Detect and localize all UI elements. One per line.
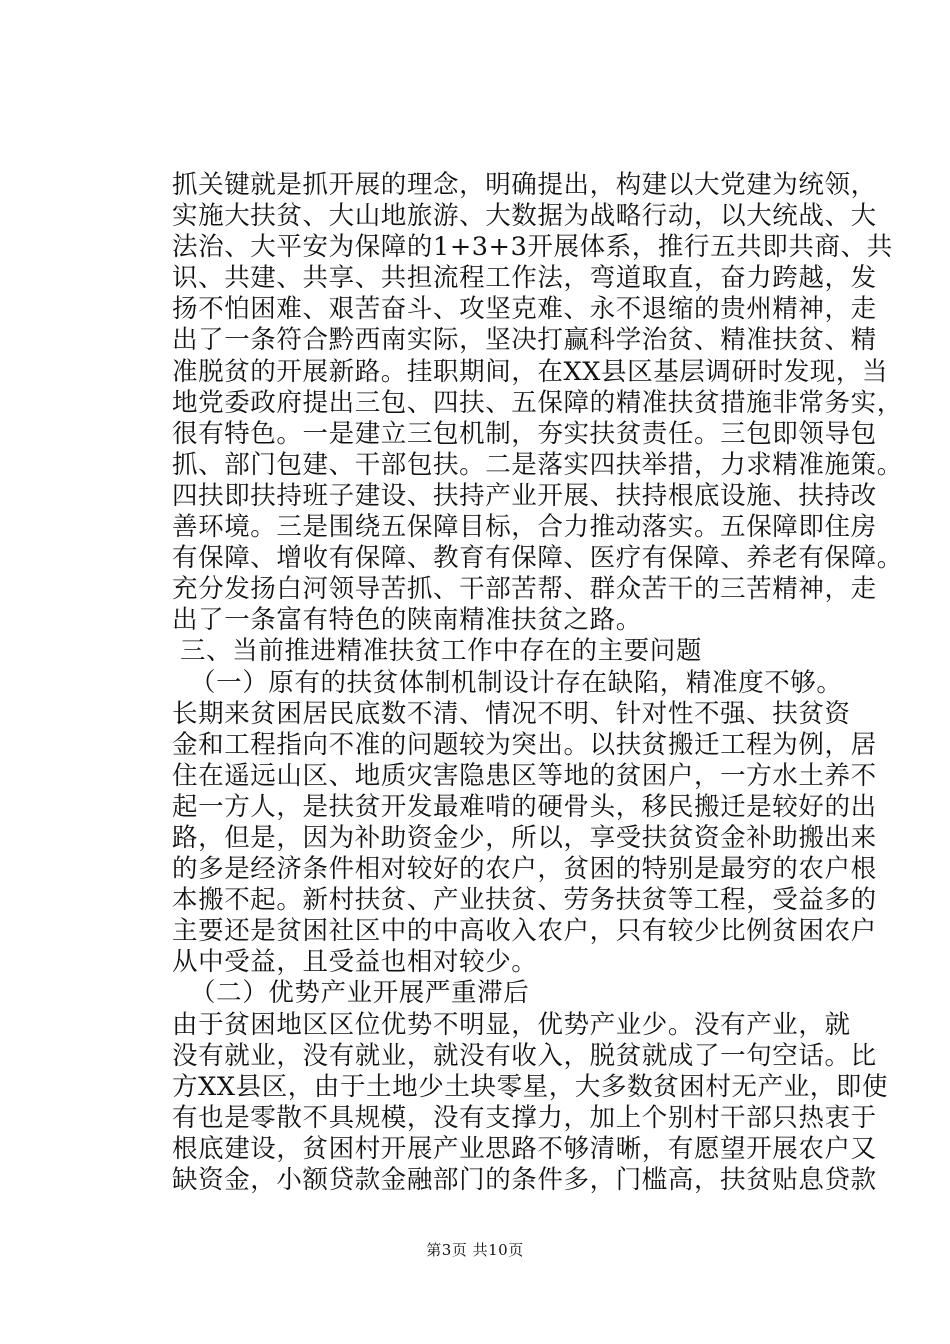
- paragraph-line: 地党委政府提出三包、四扶、五保障的精准扶贫措施非常务实，: [172, 387, 903, 418]
- paragraph-line: 扬不怕困难、艰苦奋斗、攻坚克难、永不退缩的贵州精神，走: [172, 294, 877, 325]
- paragraph-line: 缺资金，小额贷款金融部门的条件多，门槛高，扶贫贴息贷款: [172, 1165, 877, 1195]
- paragraph-line: 长期来贫困居民底数不清、情况不明、针对性不强、扶贫资: [172, 698, 851, 729]
- paragraph-line: 抓、部门包建、干部包扶。二是落实四扶举措，力求精准施策。: [172, 449, 903, 480]
- paragraph-line: 金和工程指向不准的问题较为突出。以扶贫搬迁工程为例，居: [172, 729, 877, 760]
- paragraph-line: 有保障、增收有保障、教育有保障、医疗有保障、养老有保障。: [172, 543, 903, 574]
- paragraph-line: 起一方人，是扶贫开发最难啃的硬骨头，移民搬迁是较好的出: [172, 791, 877, 822]
- paragraph-line: 善环境。三是围绕五保障目标，合力推动落实。五保障即住房: [172, 512, 877, 543]
- paragraph-line: 出了一条符合黔西南实际，坚决打赢科学治贫、精准扶贫、精: [172, 325, 877, 356]
- page-footer: [0, 1240, 950, 1260]
- paragraph-line: 路，但是，因为补助资金少，所以，享受扶贫资金补助搬出来: [172, 822, 877, 853]
- section-heading: 三、当前推进精准扶贫工作中存在的主要问题: [180, 636, 703, 667]
- paragraph-line: 从中受益，且受益也相对较少。: [172, 947, 538, 978]
- subsection-heading: （一）原有的扶贫体制机制设计存在缺陷，精准度不够。: [190, 667, 843, 698]
- paragraph-line: 识、共建、共享、共担流程工作法，弯道取直，奋力跨越，发: [172, 263, 877, 294]
- paragraph-line: 实施大扶贫、大山地旅游、大数据为战略行动，以大统战、大: [172, 201, 877, 232]
- paragraph-line: 准脱贫的开展新路。挂职期间，在XX县区基层调研时发现，当: [172, 356, 889, 387]
- paragraph-line: 法治、大平安为保障的1+3+3开展体系，推行五共即共商、共: [172, 232, 893, 263]
- paragraph-line: 住在遥远山区、地质灾害隐患区等地的贫困户，一方水土养不: [172, 760, 877, 791]
- paragraph-line: 没有就业，没有就业，就没有收入，脱贫就成了一句空话。比: [172, 1040, 877, 1071]
- paragraph-line: 本搬不起。新村扶贫、产业扶贫、劳务扶贫等工程，受益多的: [172, 885, 877, 916]
- paragraph-line: 很有特色。一是建立三包机制，夯实扶贫责任。三包即领导包: [172, 418, 877, 449]
- paragraph-line: 抓关键就是抓开展的理念，明确提出，构建以大党建为统领，: [172, 170, 877, 200]
- paragraph-line: 的多是经济条件相对较好的农户，贫困的特别是最穷的农户根: [172, 854, 877, 885]
- paragraph-line: 由于贫困地区区位优势不明显，优势产业少。没有产业，就: [172, 1009, 851, 1040]
- paragraph-line: 四扶即扶持班子建设、扶持产业开展、扶持根底设施、扶持改: [172, 480, 877, 511]
- page-number-label: 第3页 共10页: [426, 1241, 524, 1259]
- paragraph-line: 有也是零散不具规模，没有支撑力，加上个别村干部只热衷于: [172, 1102, 877, 1133]
- subsection-heading: （二）优势产业开展严重滞后: [190, 978, 530, 1009]
- document-body: [172, 170, 903, 1196]
- paragraph-line: 充分发扬白河领导苦抓、干部苦帮、群众苦干的三苦精神，走: [172, 574, 877, 605]
- paragraph-line: 方XX县区，由于土地少土块零星，大多数贫困村无产业，即使: [172, 1071, 889, 1102]
- paragraph-line: 出了一条富有特色的陕南精准扶贫之路。: [172, 605, 642, 636]
- paragraph-line: 根底建设，贫困村开展产业思路不够清晰，有愿望开展农户又: [172, 1133, 877, 1164]
- paragraph-line: 主要还是贫困社区中的中高收入农户，只有较少比例贫困农户: [172, 916, 877, 947]
